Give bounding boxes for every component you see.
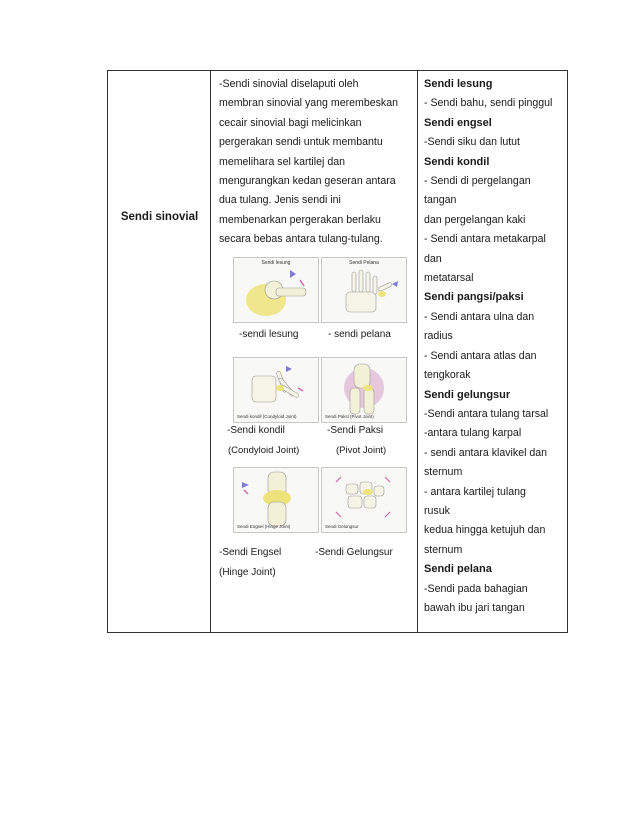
image-caption: Sendi Paksi (Pivot Joint) [325,414,374,419]
label-sendi-engsel: -Sendi Engsel [219,547,282,558]
joint-example-line: -Sendi pada bahagian [424,582,528,595]
joint-example-line: bawah ibu jari tangan [424,601,525,614]
label-sendi-kondil: -Sendi kondil [227,425,285,436]
joint-example-line: -Sendi siku dan lutut [424,136,520,149]
joint-example-line: - Sendi antara metakarpal [424,233,546,246]
hand-bones-illustration [322,258,407,323]
joint-example-line: dan pergelangan kaki [424,213,526,226]
joint-example-line: - sendi antara klavikel dan [424,446,548,459]
joint-example-line: - antara kartilej tulang [424,485,526,498]
joint-example-line: - Sendi antara atlas dan [424,349,537,362]
label-pivot-joint: (Pivot Joint) [336,445,387,456]
label-sendi-lesung: -sendi lesung [239,329,299,340]
examples-cell [418,71,569,632]
joint-type-heading: Sendi lesung [424,78,493,90]
image-sendi-lesung [233,257,319,323]
joint-example-line: radius [424,330,453,343]
joint-example-line: metatarsal [424,272,474,285]
description-line: secara bebas antara tulang-tulang. [219,233,383,246]
label-sendi-paksi: -Sendi Paksi [327,425,384,436]
joint-type-heading: Sendi kondil [424,155,490,168]
joint-example-line: dan [424,252,442,265]
description-line: membenarkan pergerakan berlaku [219,213,381,226]
image-caption: Sendi Engsel (Hinge Joint) [237,524,291,529]
joint-example-line: rusuk [424,504,450,517]
description-cell [211,71,418,632]
shoulder-joint-illustration [234,258,319,323]
joint-example-line: tengkorak [424,369,471,382]
joint-type-heading: Sendi gelungsur [424,388,511,401]
label-sendi-pelana: - sendi pelana [328,329,391,340]
row-heading-cell [108,71,211,632]
image-sendi-kondil [233,357,319,423]
joint-type-heading: Sendi pelana [424,563,492,576]
joint-type-heading: Sendi pangsi/paksi [424,291,524,304]
row-heading: Sendi sinovial [120,211,199,223]
label-sendi-gelungsur: -Sendi Gelungsur [315,547,393,558]
description-line: pergerakan sendi untuk membantu [219,136,383,149]
label-hinge-joint: (Hinge Joint) [219,567,276,578]
description-line: mengurangkan kedan geseran antara [219,175,396,188]
joint-example-line: -Sendi antara tulang tarsal [424,407,549,420]
label-condyloid-joint: (Condyloid Joint) [228,445,300,456]
joint-example-line: tangan [424,194,457,207]
description-text [219,75,415,250]
joint-example-line: - Sendi di pergelangan [424,175,531,188]
description-line: memelihara sel kartilej dan [219,155,346,168]
examples-list [424,75,569,618]
image-sendi-paksi [321,357,407,423]
description-line: -Sendi sinovial diselaputi oleh [219,78,359,90]
image-sendi-gelungsur [321,467,407,533]
joint-example-line: - Sendi bahu, sendi pinggul [424,97,553,110]
description-line: cecair sinovial bagi melicinkan [219,116,362,129]
image-sendi-pelana [321,257,407,323]
joint-example-line: kedua hingga ketujuh dan [424,524,546,537]
image-sendi-engsel [233,467,319,533]
description-line: membran sinovial yang merembeskan [219,97,398,110]
joint-type-heading: Sendi engsel [424,116,492,129]
joint-table [107,70,568,633]
image-caption: Sendi Pelana [349,260,379,266]
joint-example-line: -antara tulang karpal [424,427,522,440]
image-caption: Sendi kondil (Condyloid Joint) [237,414,297,419]
joint-example-line: sternum [424,543,463,556]
image-caption: Sendi lesung [261,260,291,266]
joint-example-line: sternum [424,466,463,479]
joint-example-line: - Sendi antara ulna dan [424,310,535,323]
description-line: dua tulang. Jenis sendi ini [219,194,341,207]
image-caption: Sendi Gelungsur [325,524,359,529]
